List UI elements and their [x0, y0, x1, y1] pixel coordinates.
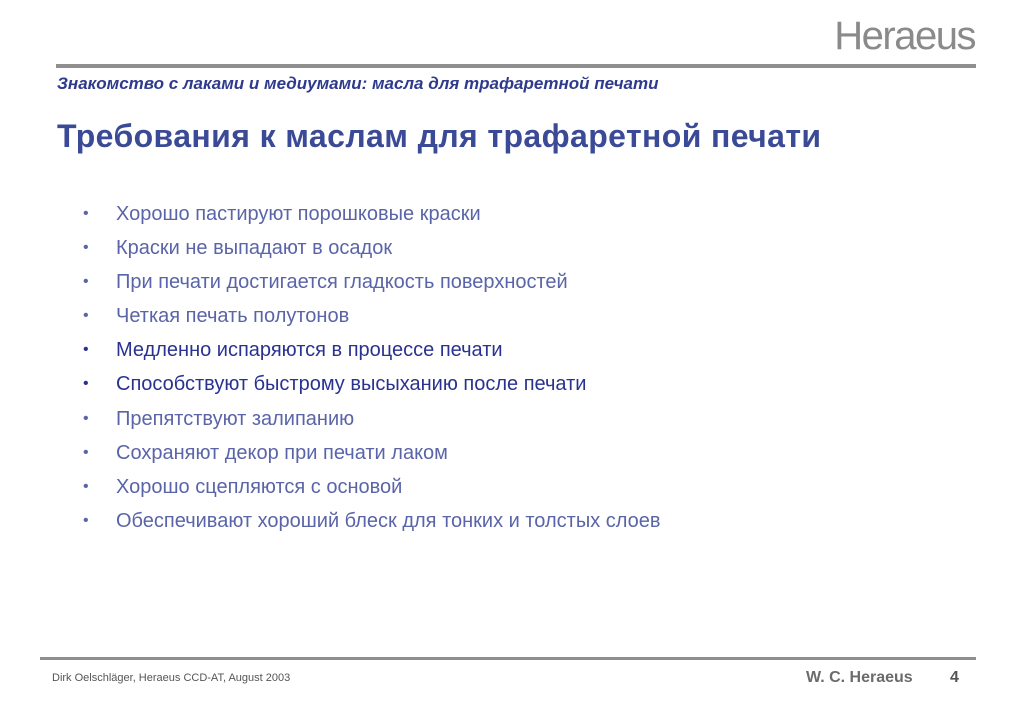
footer-author: Dirk Oelschläger, Heraeus CCD-AT, August 2003 — [52, 672, 291, 684]
bullet-dot: • — [83, 477, 89, 495]
bullet-item — [80, 234, 661, 268]
bullet-item — [80, 302, 661, 336]
footer-brand: W. C. Heraeus — [806, 669, 913, 686]
bullet-dot: • — [83, 307, 89, 325]
bullet-text: При печати достигается гладкость поверхностей — [116, 271, 568, 294]
bullet-dot: • — [83, 341, 89, 359]
bullet-text: Хорошо пастируют порошковые краски — [116, 203, 481, 225]
bullet-dot: • — [83, 375, 89, 393]
bullet-dot: • — [83, 205, 89, 222]
bullet-item — [80, 268, 661, 302]
bullet-item — [80, 507, 661, 541]
slide-title: Требования к маслам для трафаретной печати — [57, 118, 822, 154]
bullet-text: Четкая печать полутонов — [116, 305, 350, 328]
bullet-item — [80, 473, 661, 507]
bullet-text: Препятствуют залипанию — [116, 407, 355, 430]
bullet-dot: • — [83, 239, 89, 257]
bullet-dot: • — [83, 409, 89, 427]
header-divider — [56, 64, 976, 68]
bullet-text: Хорошо сцепляются с основой — [116, 475, 403, 498]
bullet-item — [80, 439, 661, 473]
bullet-dot: • — [83, 273, 89, 291]
bullet-item — [80, 405, 661, 439]
bullet-text: Обеспечивают хороший блеск для тонких и толстых слоев — [116, 509, 661, 532]
footer-divider — [40, 657, 976, 660]
bullet-text: Краски не выпадают в осадок — [116, 237, 393, 260]
page-number: 4 — [950, 669, 959, 686]
bullet-dot: • — [83, 443, 89, 461]
bullet-text: Способствуют быстрому высыханию после печати — [116, 373, 587, 396]
slide-subtitle: Знакомство с лаками и медиумами: масла для трафаретной печати — [57, 74, 659, 93]
bullet-item — [80, 336, 661, 370]
heraeus-logo: Heraeus — [834, 14, 975, 58]
bullet-item — [80, 200, 661, 234]
bullet-item — [80, 370, 661, 404]
bullet-text: Медленно испаряются в процессе печати — [116, 339, 503, 362]
bullet-dot: • — [83, 511, 89, 529]
bullet-list — [80, 200, 661, 541]
bullet-text: Сохраняют декор при печати лаком — [116, 441, 448, 464]
